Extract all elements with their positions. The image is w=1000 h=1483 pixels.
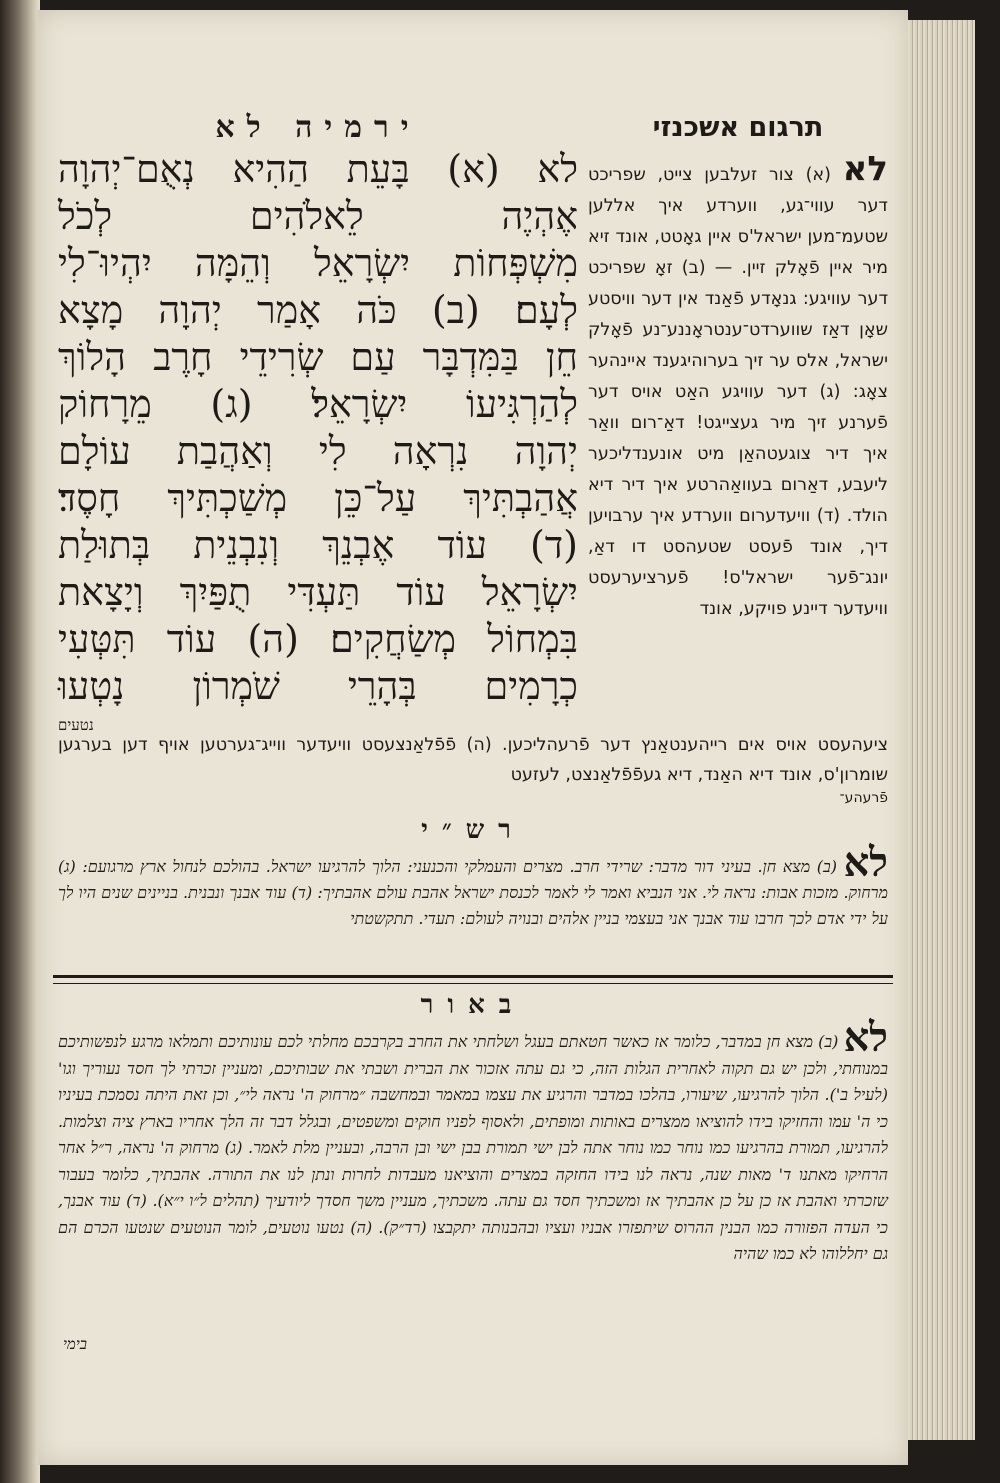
biur-header: באור: [420, 990, 526, 1020]
page-stack-edge: [905, 20, 975, 1440]
biur-body: (ב) מצא חן במדבר, כלומר אז כאשר חטאתם בעגל ושלחתי את החרב בקרבכם מחלתי לכם עונותיכם ותמלאו מרגע לנפשותיכם במנוחתי, ולכן יש גם תקוה לאחרית הגלות הזה, כי גם עתה אזכור את הברית ושבתי את שבותיכם, ומעניין זכרתי לך חסד נעוריך וגו' (לעיל ב'). הלוך להרגיעו, שיעורו, בהלכו במדבר והרגיע את עצמו במאמר ובמחשבה ״מרחוק ה' נראה לי״, וכן זאת היתה נסמכת בעיניו כי ה' עמו והחזיקו בידו להוציאו ממצרים באותות ומופתים, ולאסוף לפניו חוקים ומשפטים, ובגלל דבר זה הלך אחריו בארץ ציה וצלמות. להרגיעו, תמורת בהרגיעו כמו נוחר כמו נוחר אתה לבן ישי תמורת בבן ישי ובן הרבה, ובעניין מלת לאמר. (ג) מרחוק ה' נראה, ר״ל אחר הרחיקו מאתנו ד' מאות שנה, נראה לנו בידו החזקה במצרים והוציאנו מעבדות לחרות ונתן לנו את התורה. אהבתיך, כלומר בעבור שזכרתי ואהבת אז כן על כן אהבתיך אז ומשכתיך חסד גם עתה. משכתיך, מעניין משך חסדך ליודעיך (תהלים ל״ו י״א). (ד) עוד אבנך, כי העדה הפזורה כמו הבנין ההרוס שיתפזרו אבניו ועציו ובהבנותה יתקבצו (רד״ק). (ה) נטעו נוטעים, לומר הנוטעים שנטעו הכרם הם גם יחללוהו לא כמו שהיה: [58, 1032, 889, 1263]
biur-catchword: בימי: [63, 1335, 87, 1353]
book-spine-edge: [0, 0, 40, 1483]
hebrew-verse-line: יְהוָה נִרְאָה לִי וְאַהֲבַת עוֹלָם: [58, 429, 578, 473]
hebrew-verses: [58, 146, 578, 710]
hebrew-verse-line: בִּמְחוֹל מְשַׂחֲקִים׃ (ה) עוֹד תִּטְּעִי: [58, 617, 578, 661]
upper-columns: [58, 110, 888, 734]
targum-catchword: פֿרעהע־: [839, 790, 888, 806]
hebrew-verse-line: לא (א) בָּעֵת הַהִיא נְאֻם־יְהוָה: [58, 147, 578, 191]
hebrew-verse-line: כְרָמִים בְּהָרֵי שֹׁמְרוֹן נָטְעוּ: [58, 664, 578, 708]
hebrew-verse-line: לְעָם׃ (ב) כֹּה אָמַר יְהוָה מָצָא: [58, 288, 578, 332]
rashi-commentary: [58, 839, 888, 932]
targum-header: תרגום אשכנזי: [652, 112, 824, 143]
running-header: ירמיה לא: [215, 110, 421, 145]
targum-text: [588, 149, 888, 625]
hebrew-verse-line: מִשְׁפְּחוֹת יִשְׂרָאֵל וְהֵמָּה יִהְיוּ־לִי: [58, 241, 578, 285]
hebrew-catchword: נטעים: [58, 716, 94, 734]
targum-continuation: ציעהעסט אויס אים רייהענטאַנץ דער פֿרעהליכען. (ה) פֿפֿלאַנצעסט וויעדער ווייג־גערטען אויף דען בערגען שומרון'ס, אונד דיא האַנד, דיא געפֿפֿלאַנצט, לעזעט: [58, 735, 888, 785]
hebrew-verse-line: אֶהְיֶה לֵאלֹהִים לְכֹל: [58, 194, 578, 238]
biur-chapter-number: לא: [843, 1014, 888, 1061]
targum-column: [588, 110, 888, 625]
targum-chapter-number: לא: [842, 149, 888, 189]
book-page: [38, 10, 908, 1465]
hebrew-verse-line: יִשְׂרָאֵל עוֹד תַּעְדִּי תֻפַּיִךְ וְיָצָאת: [58, 570, 578, 614]
rashi-body: (ב) מצא חן. בעיני דור מדבר: שרידי חרב. מצרים והעמלקי והכנעני: הלוך להרגיעו ישראל. בהולכם לנחול ארץ מרגועם: (ג) מרחוק. מזכות אבות: נראה לי. אני הנביא ואמר לי לאמר לכנסת ישראל אהבת עולם אהבתיך: (ד) עוד אבנך ונבנית. בניינים שנים היו לך על ידי אדם לכך חרבו עוד אבנך אני בעצמי בניין אלהים ובנויה לעולם: תעדי. תתקשטתי: [58, 857, 888, 928]
rashi-header: רש״י: [421, 815, 525, 845]
hebrew-verse-line: חֵן בַּמִּדְבָּר עַם שְׂרִידֵי חָרֶב הָלוֹךְ: [58, 335, 578, 379]
targum-body: (א) צור זעלבען צייט, שפריכט דער עווי־גע, ווערדע איך אללען שטעמ־מען ישראל'ס איין גאָטט, אונד זיא מיר איין פֿאָלק זיין. — (ב) זאָ שפריכט דער עוויגע: גנאָדע פֿאַנד אין דער וויסטע שאָן דאַז שווערדט־ענטראָננע־נע פֿאָלק ישראל, אלס ער זיך בערוהיגענד איינהער צאָג: (ג) דער עוויגע האַט אויס דער פֿערנע זיך מיר געצייגט! דאַ־רום וואַר איך דיר צוגעטהאַן מיט אונענדליכער ליעבע, דאַרום בעוואַהרטע איך דיר דיא הולד. (ד) וויעדערום ווערדע איך ערבויען דיך, אונד פֿעסט שטעהסט דו דאַ, יונג־פֿער ישראל'ס! פֿערציערעסט וויעדער דיינע פויקע, אונד: [588, 165, 888, 619]
section-divider: [53, 975, 893, 984]
hebrew-verse-line: (ד) עוֹד אֶבְנֵךְ וְנִבְנֵית בְּתוּלַת: [58, 523, 578, 567]
hebrew-verse-line: אֲהַבְתִּיךְ עַל־כֵּן מְשַׁכְתִּיךְ חָסֶד׃: [58, 476, 578, 520]
hebrew-text-column: [58, 110, 578, 735]
biur-commentary: [58, 1014, 889, 1268]
hebrew-verse-line: לְהַרְגִּיעוֹ יִשְׂרָאֵל׃ (ג) מֵרָחוֹק: [58, 382, 578, 426]
rashi-chapter-number: לא: [843, 839, 888, 886]
